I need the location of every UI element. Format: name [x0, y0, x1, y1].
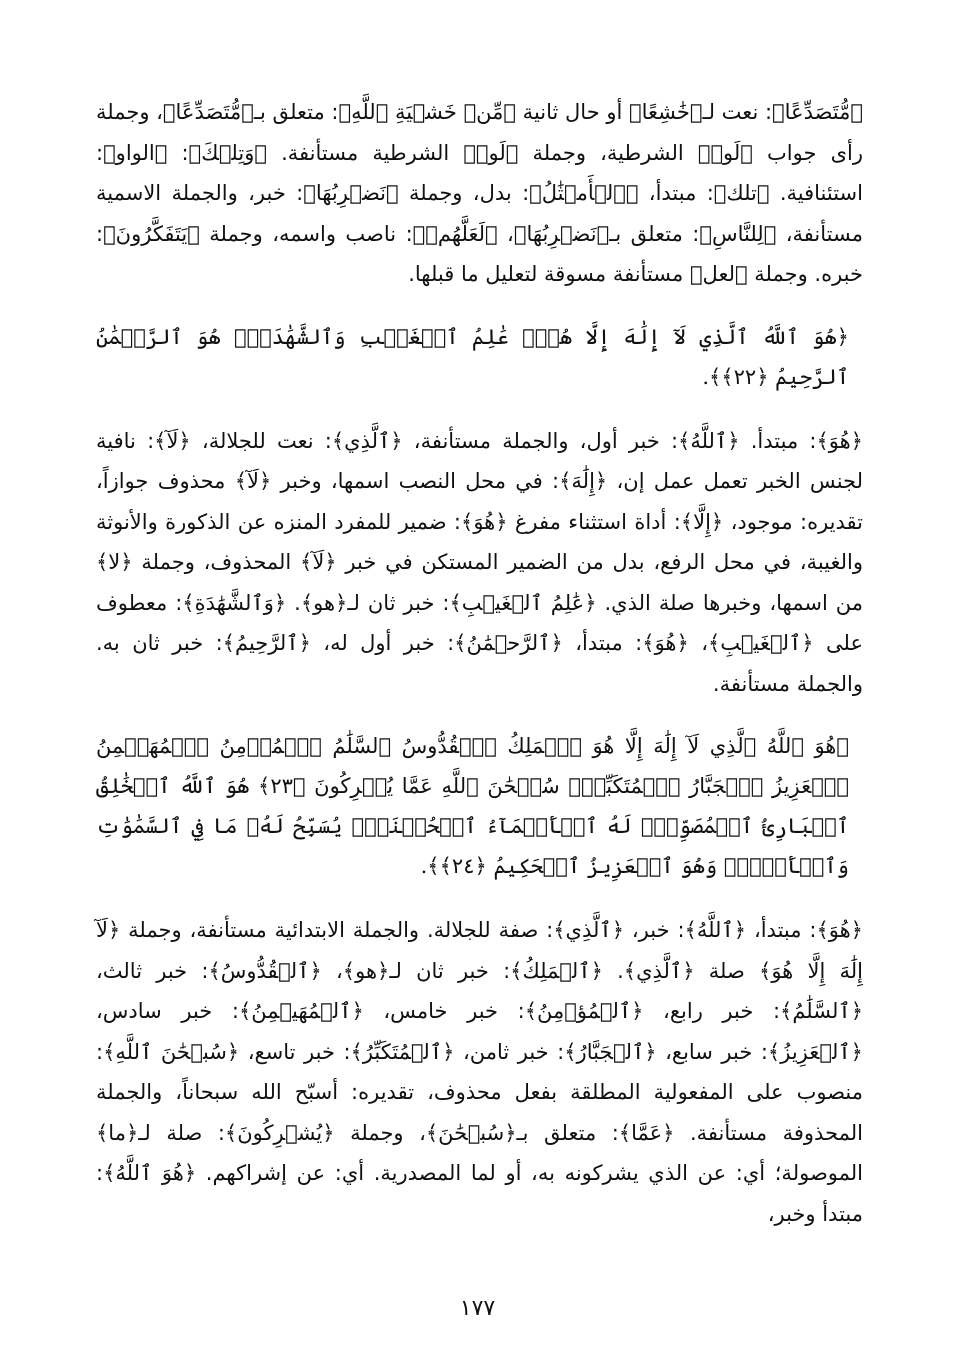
commentary-paragraph-1: ﴿مُّتَصَدِّعًا﴾: نعت لـ﴿خَٰشِعًا﴾ أو حال ثانية ﴿مِّنۡ خَشۡيَةِ ٱللَّهِ﴾: متعلق بـ﴿مُّتَصَدِّعًا﴾، وجملة رأى جواب ﴿لَوۡ﴾ الشرطية، وجملة ﴿لَوۡ﴾ الشرطية مستأنفة. ﴿وَتِلۡكَ﴾: ﴿الواو﴾: استئنافية. ﴿تلك﴾: مبتدأ، ﴿ٱلۡأَمۡثَٰلُ﴾: بدل، وجملة ﴿نَضۡرِبُهَا﴾: خبر، والجملة الاسمية مستأنفة، ﴿لِلنَّاسِ﴾: متعلق بـ﴿نَضۡرِبُهَا﴾، ﴿لَعَلَّهُمۡ﴾: ناصب واسمه، وجملة ﴿يَتَفَكَّرُونَ﴾: خبره. وجملة ﴿لعل﴾ مستأنفة مسوقة لتعليل ما قبلها. — [96, 100, 863, 286]
quran-verse-22: ﴿هُوَ ٱللَّهُ ٱلَّذِي لَآ إِلَٰهَ إِلَّا هُوَۖ عَٰلِمُ ٱلۡغَيۡبِ وَٱلشَّهَٰدَةِۖ هُوَ ٱلرَّحۡمَٰنُ ٱلرَّحِيمُ ﴿٢٢﴾﴾. — [96, 324, 849, 389]
quran-verses-23-24: ﴿هُوَ ٱللَّهُ ٱلَّذِي لَآ إِلَٰهَ إِلَّا هُوَ ٱلۡمَلِكُ ٱلۡقُدُّوسُ ٱلسَّلَٰمُ ٱلۡمُؤۡمِنُ ٱلۡمُهَيۡمِنُ ٱلۡعَزِيزُ ٱلۡجَبَّارُ ٱلۡمُتَكَبِّرُۚ سُبۡحَٰنَ ٱللَّهِ عَمَّا يُشۡرِكُونَ ﴿٢٣﴾ هُوَ ٱللَّهُ ٱلۡخَٰلِقُ ٱلۡبَارِئُ ٱلۡمُصَوِّرُۖ لَهُ ٱلۡأَسۡمَآءُ ٱلۡحُسۡنَىٰۚ يُسَبِّحُ لَهُۥ مَا فِي ٱلسَّمَٰوَٰتِ وَٱلۡأَرۡضِۖ وَهُوَ ٱلۡعَزِيزُ ٱلۡحَكِيمُ ﴿٢٤﴾﴾. — [96, 734, 850, 878]
page-number: ١٧٧ — [459, 1296, 496, 1321]
commentary-paragraph-3: ﴿هُوَ﴾: مبتدأ، ﴿ٱللَّهُ﴾: خبر، ﴿ٱلَّذِي﴾: صفة للجلالة. والجملة الابتدائية مستأنفة، وجملة ﴿لَآ إِلَٰهَ إِلَّا هُوَ﴾ صلة ﴿ٱلَّذِي﴾. ﴿ٱلۡمَلِكُ﴾: خبر ثان لـ﴿هو﴾، ﴿ٱلۡقُدُّوسُ﴾: خبر ثالث، ﴿ٱلسَّلَٰمُ﴾: خبر رابع، ﴿ٱلۡمُؤۡمِنُ﴾: خبر خامس، ﴿ٱلۡمُهَيۡمِنُ﴾: خبر سادس، ﴿ٱلۡعَزِيزُ﴾: خبر سابع، ﴿ٱلۡجَبَّارُ﴾: خبر ثامن، ﴿ٱلۡمُتَكَبِّرُ﴾: خبر تاسع، ﴿سُبۡحَٰنَ ٱللَّهِ﴾: منصوب على المفعولية المطلقة بفعل محذوف، تقديره: أسبّح الله سبحاناً، والجملة المحذوفة مستأنفة. ﴿عَمَّا﴾: متعلق بـ﴿سُبۡحَٰنَ﴾، وجملة ﴿يُشۡرِكُونَ﴾: صلة لـ﴿ما﴾ الموصولة؛ أي: عن الذي يشركونه به، أو لما المصدرية. أي: عن إشراكهم. ﴿هُوَ ٱللَّهُ﴾: مبتدأ وخبر، — [96, 918, 863, 1226]
commentary-paragraph-2: ﴿هُوَ﴾: مبتدأ. ﴿ٱللَّهُ﴾: خبر أول، والجملة مستأنفة، ﴿ٱلَّذِي﴾: نعت للجلالة، ﴿لَآ﴾: نافية لجنس الخبر تعمل عمل إن، ﴿إِلَٰهَ﴾: في محل النصب اسمها، وخبر ﴿لَآ﴾ محذوف جوازاً، تقديره: موجود، ﴿إِلَّا﴾: أداة استثناء مفرغ ﴿هُوَ﴾: ضمير للمفرد المنزه عن الذكورة والأنوثة والغيبة، في محل الرفع، بدل من الضمير المستكن في خبر ﴿لَآ﴾ المحذوف، وجملة ﴿لا﴾ من اسمها، وخبرها صلة الذي. ﴿عَٰلِمُ ٱلۡغَيۡبِ﴾: خبر ثان لـ﴿هو﴾. ﴿وَٱلشَّهَٰدَةِ﴾: معطوف على ﴿ٱلۡغَيۡبِ﴾، ﴿هُوَ﴾: مبتدأ، ﴿ٱلرَّحۡمَٰنُ﴾: خبر أول له، ﴿ٱلرَّحِيمُ﴾: خبر ثان به. والجملة مستأنفة. — [96, 428, 863, 696]
